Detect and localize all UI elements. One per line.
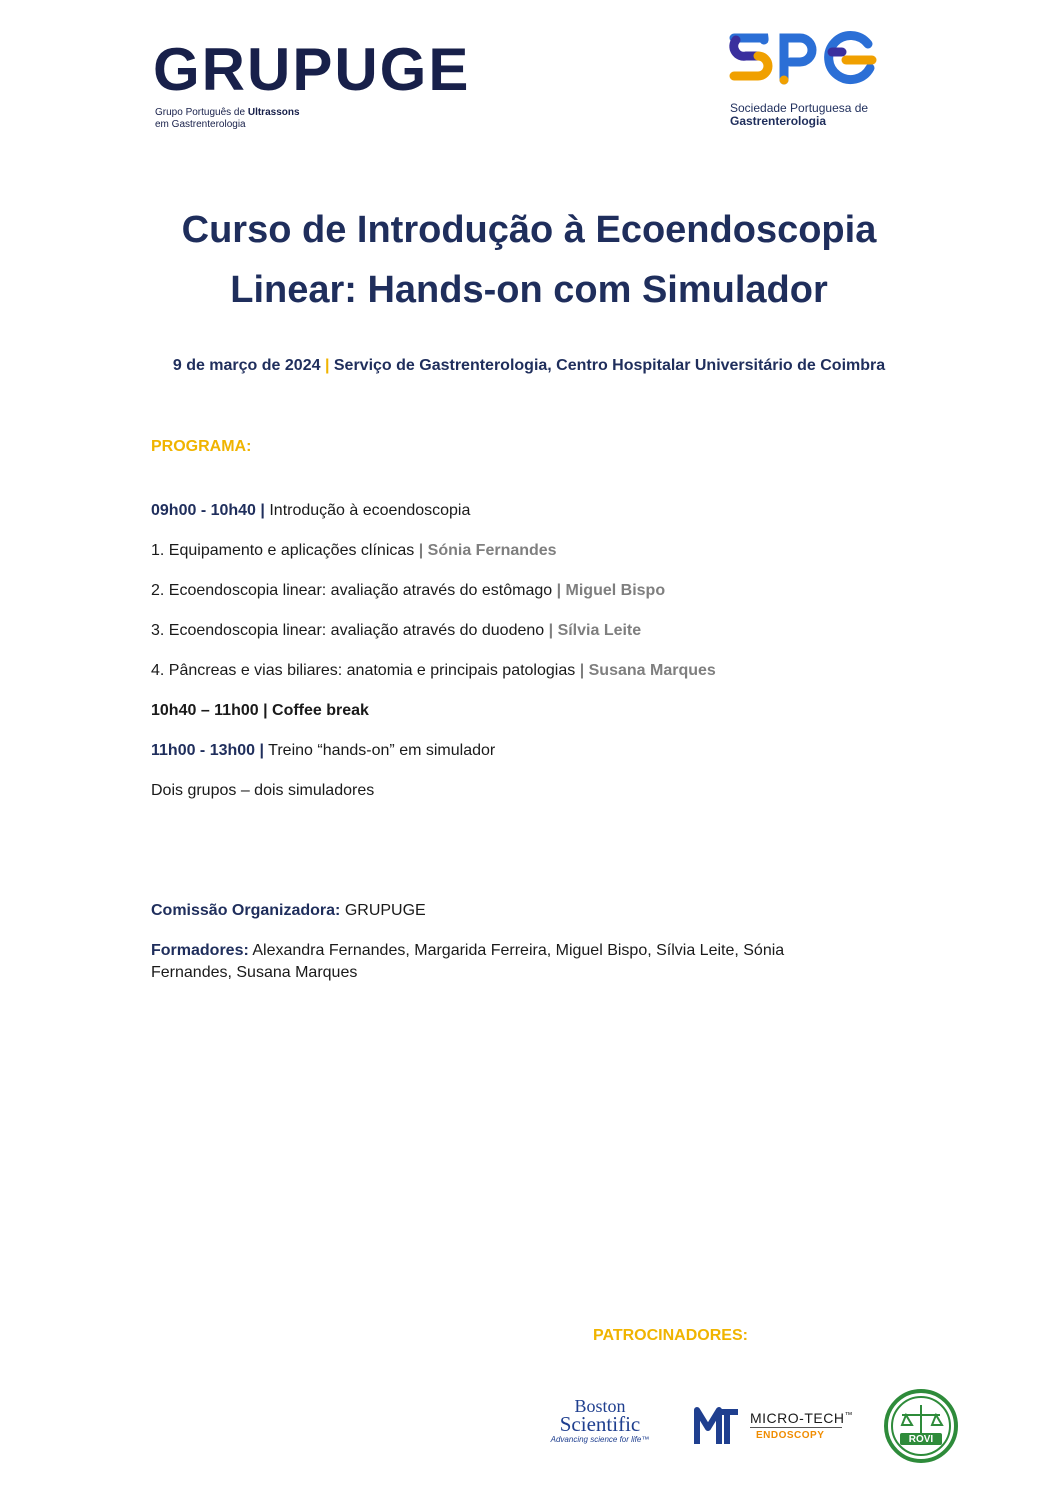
micro-tech-endoscopy-logo: MICRO-TECH™ ENDOSCOPY bbox=[694, 1404, 854, 1449]
session-title: Treino “hands-on” em simulador bbox=[268, 742, 496, 759]
trainers: Formadores: Alexandra Fernandes, Margarida Ferreira, Miguel Bispo, Sílvia Leite, Sónia Fernandes, Susana Marques bbox=[151, 942, 785, 981]
grupuge-wordmark: GRUPUGE bbox=[153, 36, 471, 103]
program-session-1: 09h00 - 10h40 | Introdução à ecoendoscopia bbox=[151, 502, 471, 519]
rovi-seal-icon bbox=[884, 1389, 958, 1463]
speaker: Sónia Fernandes bbox=[427, 542, 557, 559]
rovi-logo: ROVI bbox=[884, 1389, 958, 1463]
groups-note: Dois grupos – dois simuladores bbox=[151, 782, 375, 799]
program-session-2: 11h00 - 13h00 | Treino “hands-on” em simulador bbox=[151, 742, 496, 759]
program-item: 4. Pâncreas e vias biliares: anatomia e principais patologias | Susana Marques bbox=[151, 662, 716, 679]
grupuge-subtitle: Grupo Português de Ultrassons em Gastrenterologia bbox=[155, 107, 300, 130]
organizing-committee: Comissão Organizadora: GRUPUGE bbox=[151, 902, 426, 919]
session-title: Introdução à ecoendoscopia bbox=[269, 502, 471, 519]
program-item: 3. Ecoendoscopia linear: avaliação através do duodeno | Sílvia Leite bbox=[151, 622, 642, 639]
date-location-line bbox=[60, 357, 998, 375]
separator: | bbox=[324, 357, 330, 374]
program-item: 2. Ecoendoscopia linear: avaliação através do estômago | Miguel Bispo bbox=[151, 582, 666, 599]
program-item: 1. Equipamento e aplicações clínicas | Sónia Fernandes bbox=[151, 542, 557, 559]
speaker: Sílvia Leite bbox=[557, 622, 642, 639]
spg-subtitle: Sociedade Portuguesa de Gastrenterologia bbox=[730, 101, 869, 128]
micro-tech-mark-icon bbox=[694, 1406, 740, 1446]
spg-mark-icon bbox=[728, 30, 878, 88]
event-location: Serviço de Gastrenterologia, Centro Hospitalar Universitário de Coimbra bbox=[333, 357, 886, 374]
event-date: 9 de março de 2024 bbox=[172, 357, 321, 374]
spg-logo bbox=[728, 30, 898, 130]
page-title: Curso de Introdução à Ecoendoscopia Linear: Hands-on com Simulador bbox=[181, 209, 877, 311]
boston-scientific-logo: Boston Scientific Advancing science for life™ bbox=[550, 1396, 650, 1444]
speaker: Miguel Bispo bbox=[565, 582, 666, 599]
coffee-break: 10h40 – 11h00 | Coffee break bbox=[151, 702, 369, 719]
grupuge-logo bbox=[153, 36, 513, 135]
session-time: 09h00 - 10h40 bbox=[151, 502, 256, 519]
speaker: Susana Marques bbox=[588, 662, 716, 679]
sponsors-heading: PATROCINADORES: bbox=[593, 1327, 748, 1344]
session-time: 11h00 - 13h00 bbox=[151, 742, 256, 759]
program-heading: PROGRAMA: bbox=[151, 438, 252, 455]
